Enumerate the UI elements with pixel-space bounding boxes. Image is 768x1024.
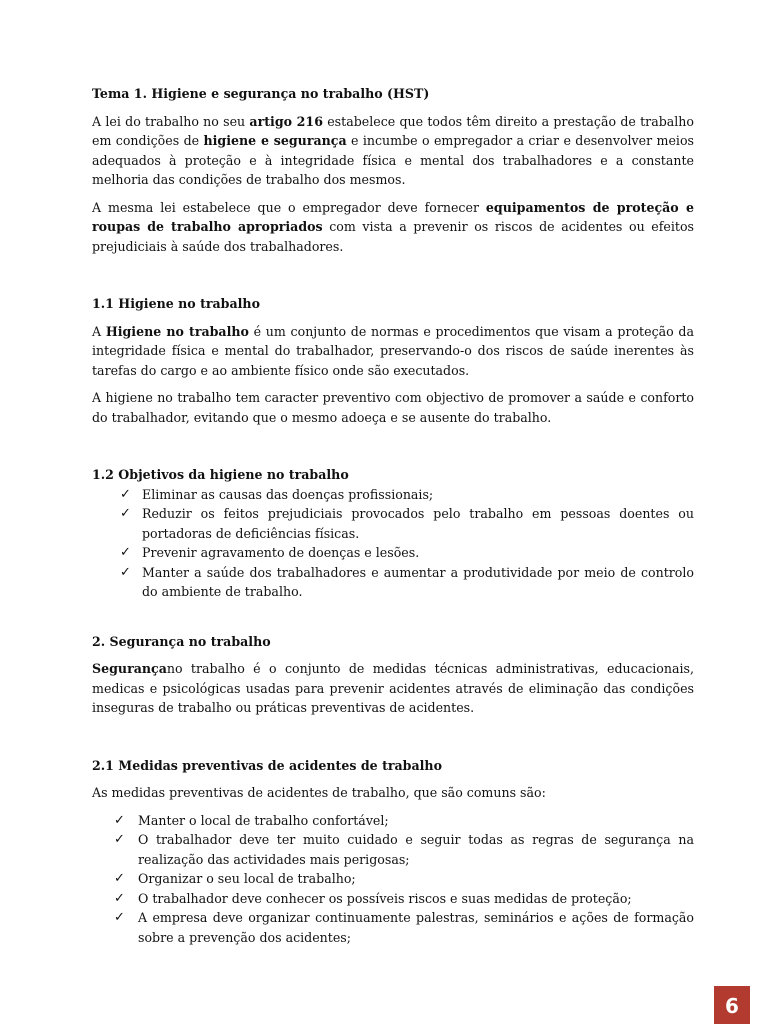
text-run: é um conjunto de normas e procedimentos que visam a proteção da integridade física e mental do trabalhador, preservando-o dos riscos de saúde inerentes às tarefas do cargo e ao ambiente físico onde são executados. <box>92 323 694 378</box>
list-item-text: Manter a saúde dos trabalhadores e aumentar a produtividade por meio de controlo do ambiente de trabalho. <box>142 564 694 599</box>
preventive-measures-list <box>92 811 694 948</box>
section-title-tema-1: Tema 1. Higiene e segurança no trabalho (HST) <box>92 86 430 101</box>
section-title-2: 2. Segurança no trabalho <box>92 633 271 649</box>
section-title-2-1: 2.1 Medidas preventivas de acidentes de trabalho <box>92 757 442 773</box>
text-run: estabelece que todos têm direito a prestação de trabalho em condições de <box>92 113 694 148</box>
checkmark-icon: ✓ <box>114 890 125 906</box>
list-item <box>92 869 694 889</box>
text-run: A lei do trabalho no seu <box>92 113 250 129</box>
bold-run: Higiene no trabalho <box>105 323 249 339</box>
bold-run: equipamentos de proteção e roupas de trabalho apropriados <box>92 199 694 234</box>
list-item <box>92 908 694 947</box>
checkmark-icon: ✓ <box>120 564 131 580</box>
list-item <box>92 504 694 543</box>
list-item-text: A empresa deve organizar continuamente palestras, seminários e ações de formação sobre a prevenção dos acidentes; <box>138 910 694 945</box>
page-number-badge: 6 <box>714 986 750 1024</box>
list-item-text: Prevenir agravamento de doenças e lesões. <box>142 545 420 560</box>
list-item-text: Organizar o seu local de trabalho; <box>138 871 356 886</box>
list-item <box>92 563 694 602</box>
text-run: com vista a prevenir os riscos de acidentes ou efeitos prejudiciais à saúde dos trabalhadores. <box>92 219 694 254</box>
checkmark-icon: ✓ <box>120 545 131 560</box>
checkmark-icon: ✓ <box>114 871 125 886</box>
list-item <box>92 889 694 909</box>
list-item-text: O trabalhador deve ter muito cuidado e seguir todas as regras de segurança na realização das actividades mais perigosas; <box>138 832 694 867</box>
section-title-1-1: 1.1 Higiene no trabalho <box>92 296 260 311</box>
text-run: e incumbe o empregador a criar e desenvolver meios adequados à proteção e à integridade física e mental dos trabalhadores e a constante melhoria das condições de trabalho dos mesmos. <box>92 133 695 187</box>
checkmark-icon: ✓ <box>120 486 131 502</box>
paragraph-tema-1 <box>92 112 694 190</box>
bold-run: Segurança <box>92 661 167 676</box>
list-item <box>92 485 694 505</box>
checkmark-icon: ✓ <box>114 812 125 828</box>
checkmark-icon: ✓ <box>114 832 125 847</box>
list-item <box>92 811 694 831</box>
text-run: A mesma lei estabelece que o empregador deve fornecer <box>92 199 486 215</box>
page-content <box>92 84 694 955</box>
text-run: no trabalho é o conjunto de medidas técnicas administrativas, educacionais, medicas e psicológicas usadas para prevenir acidentes através de eliminação das condições inseguras de trabalho ou práticas preventivas de acidentes. <box>92 661 694 715</box>
text-run: A <box>92 323 106 339</box>
paragraph-2-1-intro: As medidas preventivas de acidentes de trabalho, que são comuns são: <box>92 785 546 800</box>
list-item-text: Eliminar as causas das doenças profissionais; <box>142 486 434 502</box>
list-item-text: Manter o local de trabalho confortável; <box>138 812 389 828</box>
paragraph-1-1-1 <box>92 322 694 381</box>
paragraph-1-1-2: A higiene no trabalho tem caracter preventivo com objectivo de promover a saúde e conforto do trabalhador, evitando que o mesmo adoeça e se ausente do trabalho. <box>92 390 694 425</box>
list-item <box>92 830 694 869</box>
objectives-list <box>92 485 694 602</box>
checkmark-icon: ✓ <box>114 910 125 925</box>
bold-run: higiene e segurança <box>203 133 347 148</box>
section-title-1-2: 1.2 Objetivos da higiene no trabalho <box>92 467 349 482</box>
list-item-text: O trabalhador deve conhecer os possíveis riscos e suas medidas de proteção; <box>138 890 632 906</box>
list-item <box>92 543 694 563</box>
bold-run: artigo 216 <box>249 113 323 129</box>
paragraph-2-1 <box>92 659 694 718</box>
paragraph-tema-2 <box>92 198 694 257</box>
list-item-text: Reduzir os feitos prejudiciais provocados pelo trabalho em pessoas doentes ou portadoras de deficiências físicas. <box>142 506 694 541</box>
checkmark-icon: ✓ <box>120 506 131 521</box>
